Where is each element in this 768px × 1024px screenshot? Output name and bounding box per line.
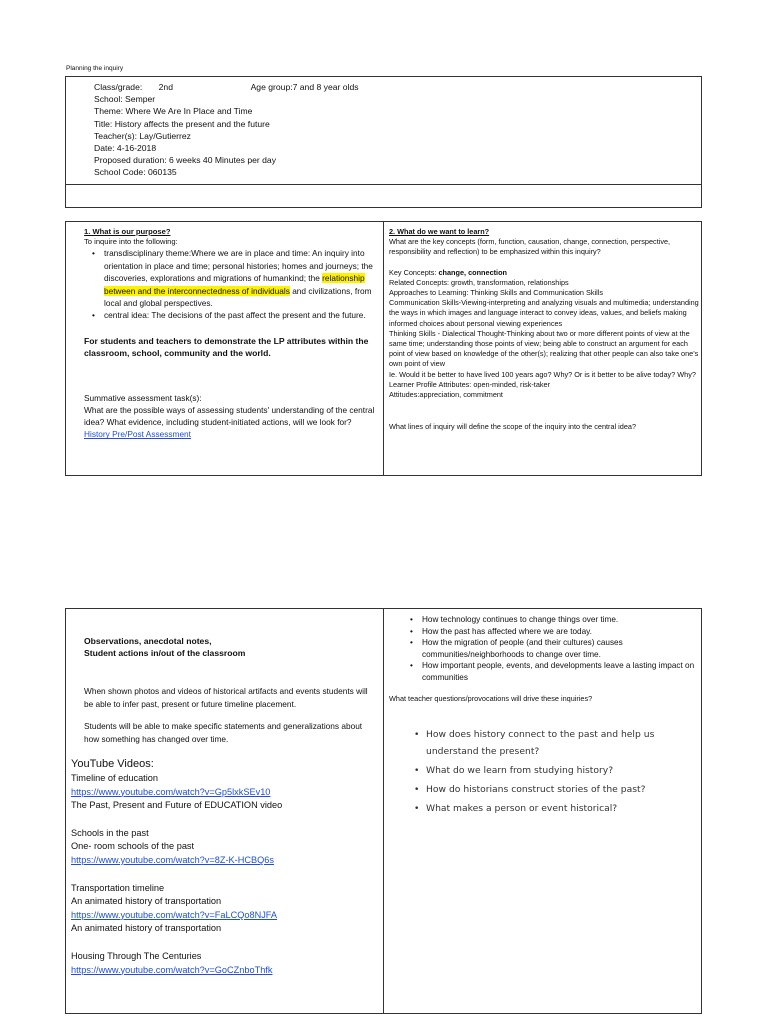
class-grade-label: Class/grade: [94, 82, 143, 92]
teacher-question: • How do historians construct stories of the past? [426, 781, 697, 798]
evidence-heading: Observations, anecdotal notes, Student actions in/out of the classroom [84, 636, 246, 659]
assessment-link[interactable]: History Pre/Post Assessment [84, 429, 191, 440]
youtube-list [71, 757, 376, 977]
video2-link[interactable]: https://www.youtube.com/watch?v=8Z-K-HCBQ6s [71, 854, 274, 865]
inquiry-line: • How the past has affected where we are today. [422, 626, 697, 638]
class-grade-row [94, 81, 654, 93]
school: School: Semper [94, 94, 156, 105]
evidence-para1: When shown photos and videos of historical artifacts and events students will be able to infer past, present or future timeline placement. [84, 686, 368, 709]
school-code: School Code: 060135 [94, 167, 177, 178]
approaches: Approaches to Learning: Thinking Skills and Communication Skills [389, 288, 604, 298]
video1-title: Timeline of education [71, 773, 158, 783]
header-divider [66, 184, 701, 185]
video4-link[interactable]: https://www.youtube.com/watch?v=GoCZnboThfk [71, 964, 273, 975]
summative-block [84, 392, 376, 441]
inquiry-line: • How the migration of people (and their cultures) causes communities/neighborhoods to change over time. [422, 637, 697, 660]
purpose-learn-table [65, 221, 702, 476]
key-concepts: Key Concepts: change, connection [389, 267, 508, 277]
evidence-inquiries-table [65, 608, 702, 1014]
teacher-questions [426, 726, 697, 817]
purpose-heading: 1. What is our purpose? [84, 227, 171, 236]
purpose-cell [84, 227, 376, 440]
ie-question: Ie. Would it be better to have lived 100 years ago? Why? Or is it better to be alive today? Why? [389, 369, 696, 379]
age-group: Age group:7 and 8 year olds [250, 82, 359, 92]
purpose-intro: To inquire into the following: [84, 237, 178, 247]
purpose-bullets [104, 247, 376, 321]
youtube-heading: YouTube Videos: [71, 758, 154, 770]
video1-link[interactable]: https://www.youtube.com/watch?v=Gp5lxkSEv10 [71, 786, 271, 797]
video2-sub: One- room schools of the past [71, 841, 195, 852]
evidence-para2: Students will be able to make specific statements and generalizations about how something has changed over time. [84, 721, 363, 744]
duration: Proposed duration: 6 weeks 40 Minutes per day [94, 155, 277, 166]
video3-title: Transportation timeline [71, 882, 165, 893]
header-info [94, 81, 654, 179]
class-grade-value: 2nd [158, 82, 173, 92]
inquiry-line: • How important people, events, and developments leave a lasting impact on communities [422, 660, 697, 683]
thinking-skills: Thinking Skills - Dialectical Thought-Thinking about two or more different points of view at the same time; understanding those points of view; being able to construct an argument for each point of view based on knowledge of the other(s); realizing that other people can also take one's own point of view [389, 328, 699, 369]
lp-statement: For students and teachers to demonstrate the LP attributes within the classroom, school, community and the world. [84, 335, 369, 359]
summative-question: What are the possible ways of assessing students' understanding of the central idea? What evidence, including student-initiated actions, will we look for? [84, 404, 375, 428]
header-box [65, 76, 702, 208]
related-concepts: Related Concepts: growth, transformation, relationships [389, 277, 569, 287]
video1-desc: The Past, Present and Future of EDUCATION video [71, 800, 283, 811]
central-idea-bullet: • central idea: The decisions of the past affect the present and the future. [104, 309, 376, 321]
highlighted-text: relationship between and the interconnectedness of individuals [104, 273, 365, 296]
summative-label: Summative assessment task(s): [84, 392, 202, 403]
learn-cell [389, 227, 699, 432]
lines-of-inquiry [422, 614, 697, 684]
video2-title: Schools in the past [71, 827, 149, 838]
teachers: Teacher(s): Lay/Gutierrez [94, 130, 191, 141]
learn-question: What are the key concepts (form, function, causation, change, connection, perspective, responsibility and reflection) to be emphasized within this inquiry? [389, 237, 671, 257]
video3-link[interactable]: https://www.youtube.com/watch?v=FaLCQo8NJFA [71, 909, 278, 920]
attitudes: Attitudes:appreciation, commitment [389, 390, 503, 400]
teacher-question: • How does history connect to the past and help us understand the present? [426, 726, 697, 760]
date: Date: 4-16-2018 [94, 143, 157, 154]
teacher-questions-label: What teacher questions/provocations will drive these inquiries? [389, 693, 593, 703]
teacher-question: • What makes a person or event historical? [426, 800, 697, 817]
theme: Theme: Where We Are In Place and Time [94, 106, 253, 117]
teacher-question: • What do we learn from studying history? [426, 762, 697, 779]
communication-skills: Communication Skills-Viewing-interpreting and analyzing visuals and multimedia; understanding the ways in which images and language interact to convey ideas, values, and beliefs making informed choices about personal viewing experiences [389, 298, 699, 328]
inquiry-line: • How technology continues to change things over time. [422, 614, 697, 626]
title: Title: History affects the present and the future [94, 118, 270, 129]
lines-question: What lines of inquiry will define the scope of the inquiry into the central idea? [389, 422, 637, 432]
page-label: Planning the inquiry [66, 65, 124, 72]
inquiries-cell [389, 614, 697, 817]
theme-bullet: • transdisciplinary theme:Where we are in place and time: An inquiry into orientation in place and time; personal histories; homes and journeys; the discoveries, explorations and migrations of humankind; the relationship between and the interconnectedness of individuals and civilizations, from local and global perspectives. [104, 247, 376, 309]
video3-sub: An animated history of transportation [71, 896, 222, 907]
learn-heading: 2. What do we want to learn? [389, 227, 490, 236]
video3-desc: An animated history of transportation [71, 923, 222, 934]
video4-title: Housing Through The Centuries [71, 950, 202, 961]
learner-profile: Learner Profile Attributes: open-minded, risk-taker [389, 379, 551, 389]
column-divider [383, 609, 384, 1013]
column-divider [383, 222, 384, 475]
